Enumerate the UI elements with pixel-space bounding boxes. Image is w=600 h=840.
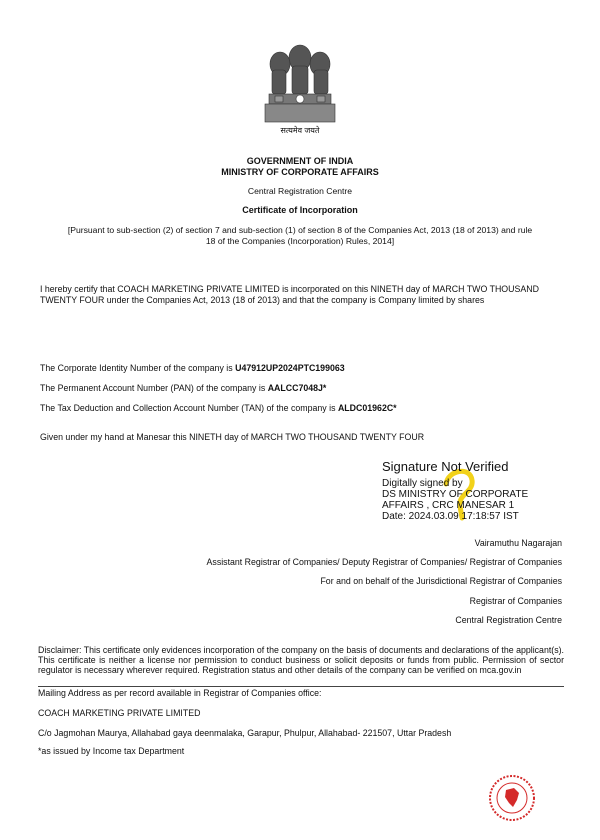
tax-note: *as issued by Income tax Department	[38, 746, 185, 756]
tan-line	[40, 403, 560, 414]
pan-line	[40, 383, 560, 394]
mailing-label: Mailing Address as per record available in Registrar of Companies office:	[38, 688, 322, 698]
signature-line-3: AFFAIRS , CRC MANESAR 1	[382, 500, 515, 511]
certificate-title: Certificate of Incorporation	[242, 205, 358, 215]
cin-value: U47912UP2024PTC199063	[235, 363, 345, 373]
signatory-crc: Central Registration Centre	[455, 615, 562, 625]
centre-name: Central Registration Centre	[247, 186, 353, 196]
signatory-designation: Assistant Registrar of Companies/ Deputy Registrar of Companies/ Registrar of Companies	[206, 557, 562, 567]
signatory-behalf: For and on behalf of the Jurisdictional Registrar of Companies	[320, 576, 562, 586]
signatory-name: Vairamuthu Nagarajan	[474, 538, 562, 548]
mailing-company: COACH MARKETING PRIVATE LIMITED	[38, 708, 201, 718]
legal-reference-line2: 18 of the Companies (Incorporation) Rules, 2014]	[205, 236, 395, 246]
national-emblem-icon	[255, 36, 345, 136]
cin-line	[40, 363, 560, 374]
legal-reference-line1: [Pursuant to sub-section (2) of section 7 and sub-section (1) of section 8 of the Companies Act, 2013 (18 of 2013) and rule	[67, 225, 533, 235]
disclaimer: Disclaimer: This certificate only evidences incorporation of the company on the basis of documents and declarations of the applicant(s). This certificate is neither a license nor permission to conduct business or solicit deposits or funds from public. Permission of sector regulator is necessary wherever required. Registration status and other details of the company can be verified on mca.gov.in	[38, 645, 564, 675]
given-under-hand: Given under my hand at Manesar this NINETH day of MARCH TWO THOUSAND TWENTY FOUR	[40, 432, 425, 442]
mailing-address: C/o Jagmohan Maurya, Allahabad gaya deenmalaka, Garapur, Phulpur, Allahabad- 221507, Uttar Pradesh	[38, 728, 452, 738]
emblem-motto: सत्यमेव जयते	[280, 126, 320, 135]
ministry-heading: MINISTRY OF CORPORATE AFFAIRS	[221, 167, 379, 177]
pan-value: AALCC7048J*	[267, 383, 327, 393]
official-seal-icon	[488, 774, 536, 822]
cin-label: The Corporate Identity Number of the company is	[40, 363, 236, 373]
signatory-registrar: Registrar of Companies	[469, 596, 562, 606]
tan-label: The Tax Deduction and Collection Account Number (TAN) of the company is	[40, 403, 338, 413]
signature-details	[382, 478, 528, 522]
signature-status: Signature Not Verified	[382, 459, 509, 474]
divider	[38, 686, 564, 687]
signature-line-1: Digitally signed by	[382, 478, 463, 489]
signature-line-2: DS MINISTRY OF CORPORATE	[382, 489, 529, 500]
government-heading: GOVERNMENT OF INDIA	[246, 156, 354, 166]
tan-value: ALDC01962C*	[337, 403, 397, 413]
signature-line-4: Date: 2024.03.09 17:18:57 IST	[382, 511, 519, 522]
pan-label: The Permanent Account Number (PAN) of the company is	[40, 383, 268, 393]
certification-statement: I hereby certify that COACH MARKETING PRIVATE LIMITED is incorporated on this NINETH day of MARCH TWO THOUSAND TWENTY FOUR under the Companies Act, 2013 (18 of 2013) and that the company is Company limited by shares	[40, 284, 539, 305]
